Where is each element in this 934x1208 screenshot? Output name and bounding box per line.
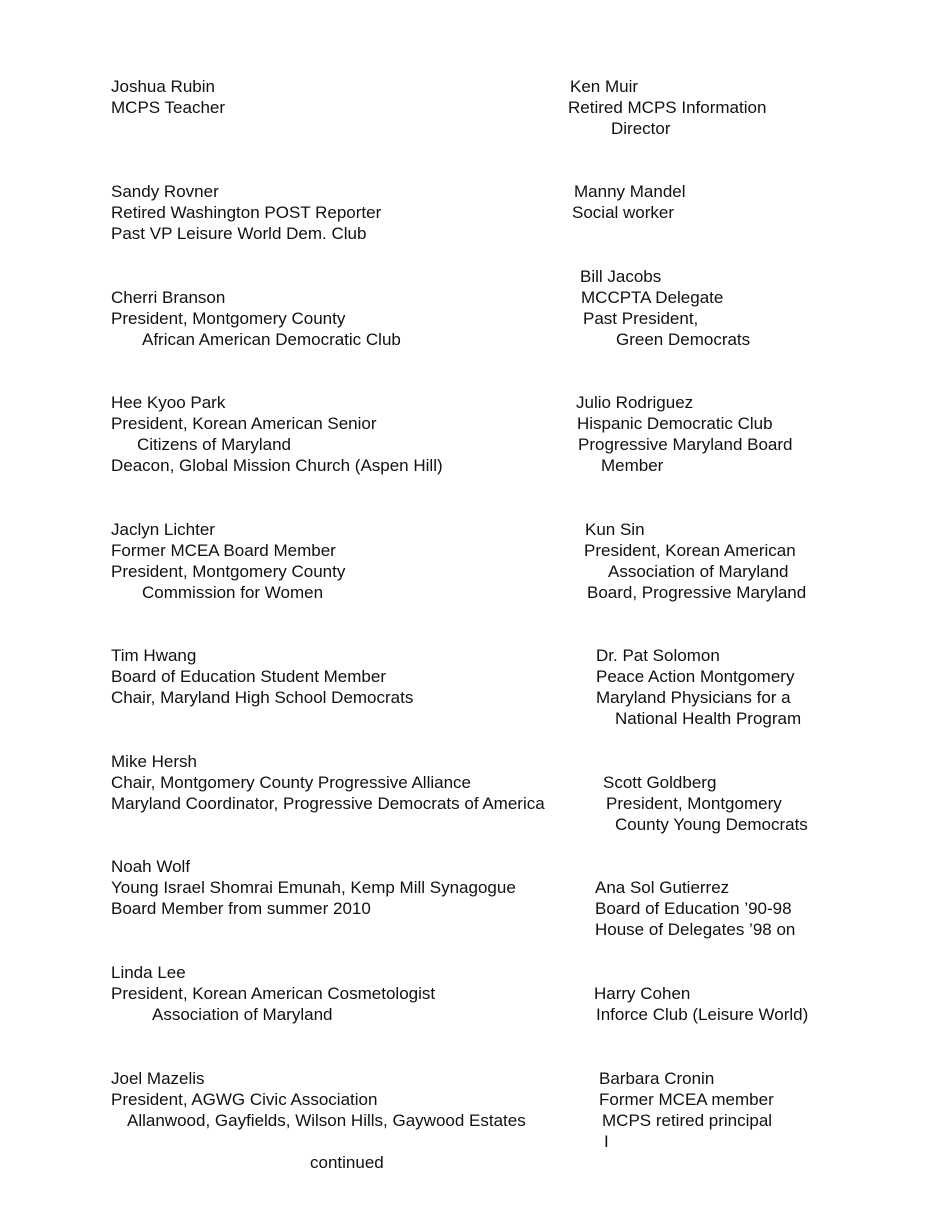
entry-title: MCPS Teacher <box>111 98 226 117</box>
entry-name: Tim Hwang <box>111 646 197 665</box>
entry-name: Bill Jacobs <box>580 267 662 286</box>
entry-title: Inforce Club (Leisure World) <box>596 1005 809 1024</box>
entry-title: House of Delegates ’98 on <box>595 920 796 939</box>
entry-title: Peace Action Montgomery <box>596 667 795 686</box>
entry-title: Retired MCPS Information <box>568 98 767 117</box>
entry-name: Julio Rodriguez <box>576 393 694 412</box>
entry-title: Association of Maryland <box>152 1005 333 1024</box>
entry-name: Ken Muir <box>570 77 639 96</box>
entry-name: Dr. Pat Solomon <box>596 646 720 665</box>
entry-name: Ana Sol Gutierrez <box>595 878 730 897</box>
entry-title: Retired Washington POST Reporter <box>111 203 382 222</box>
entry-name: Sandy Rovner <box>111 182 219 201</box>
entry-title: Board of Education ’90-98 <box>595 899 792 918</box>
entry-name: Manny Mandel <box>574 182 686 201</box>
entry-title: Past President, <box>583 309 699 328</box>
entry-title: Former MCEA member <box>599 1090 774 1109</box>
entry-name: Kun Sin <box>585 520 645 539</box>
entry-title: Board, Progressive Maryland <box>587 583 807 602</box>
entry-name: Barbara Cronin <box>599 1069 715 1088</box>
entry-name: Cherri Branson <box>111 288 226 307</box>
continued-label: continued <box>310 1153 384 1172</box>
entry-stray-mark: I <box>604 1132 609 1151</box>
entry-title: Chair, Montgomery County Progressive Alliance <box>111 773 471 792</box>
entry-title: Green Democrats <box>616 330 751 349</box>
entry-title: Board Member from summer 2010 <box>111 899 371 918</box>
entry-title: Member <box>601 456 664 475</box>
entry-title: President, AGWG Civic Association <box>111 1090 378 1109</box>
entry-title: Social worker <box>572 203 675 222</box>
entry-title: Chair, Maryland High School Democrats <box>111 688 414 707</box>
entry-title: Allanwood, Gayfields, Wilson Hills, Gaywood Estates <box>127 1111 526 1130</box>
entry-name: Mike Hersh <box>111 752 197 771</box>
entry-name: Linda Lee <box>111 963 186 982</box>
entry-title: President, Korean American Senior <box>111 414 377 433</box>
entry-name: Hee Kyoo Park <box>111 393 226 412</box>
entry-title: President, Montgomery <box>606 794 782 813</box>
entry-title: Hispanic Democratic Club <box>577 414 773 433</box>
entry-name: Noah Wolf <box>111 857 191 876</box>
entry-title: Maryland Coordinator, Progressive Democrats of America <box>111 794 545 813</box>
entry-title: Progressive Maryland Board <box>578 435 793 454</box>
entry-title: MCCPTA Delegate <box>581 288 724 307</box>
entry-title: President, Montgomery County <box>111 309 346 328</box>
entry-title: County Young Democrats <box>615 815 808 834</box>
entry-title: African American Democratic Club <box>142 330 401 349</box>
entry-name: Scott Goldberg <box>603 773 717 792</box>
entry-title: Board of Education Student Member <box>111 667 386 686</box>
entry-title: President, Montgomery County <box>111 562 346 581</box>
entry-title: President, Korean American Cosmetologist <box>111 984 436 1003</box>
entry-name: Joel Mazelis <box>111 1069 205 1088</box>
entry-title: MCPS retired principal <box>602 1111 773 1130</box>
entry-title: Young Israel Shomrai Emunah, Kemp Mill Synagogue <box>111 878 516 897</box>
entry-title: Association of Maryland <box>608 562 789 581</box>
entry-title: Commission for Women <box>142 583 324 602</box>
entry-title: Former MCEA Board Member <box>111 541 336 560</box>
entry-name: Jaclyn Lichter <box>111 520 215 539</box>
entry-title: National Health Program <box>615 709 802 728</box>
entry-title: Past VP Leisure World Dem. Club <box>111 224 367 243</box>
entry-title: Director <box>611 119 671 138</box>
entry-title: Deacon, Global Mission Church (Aspen Hill) <box>111 456 443 475</box>
entry-title: Citizens of Maryland <box>137 435 292 454</box>
entry-name: Harry Cohen <box>594 984 691 1003</box>
entry-title: Maryland Physicians for a <box>596 688 791 707</box>
entry-name: Joshua Rubin <box>111 77 215 96</box>
entry-title: President, Korean American <box>584 541 796 560</box>
